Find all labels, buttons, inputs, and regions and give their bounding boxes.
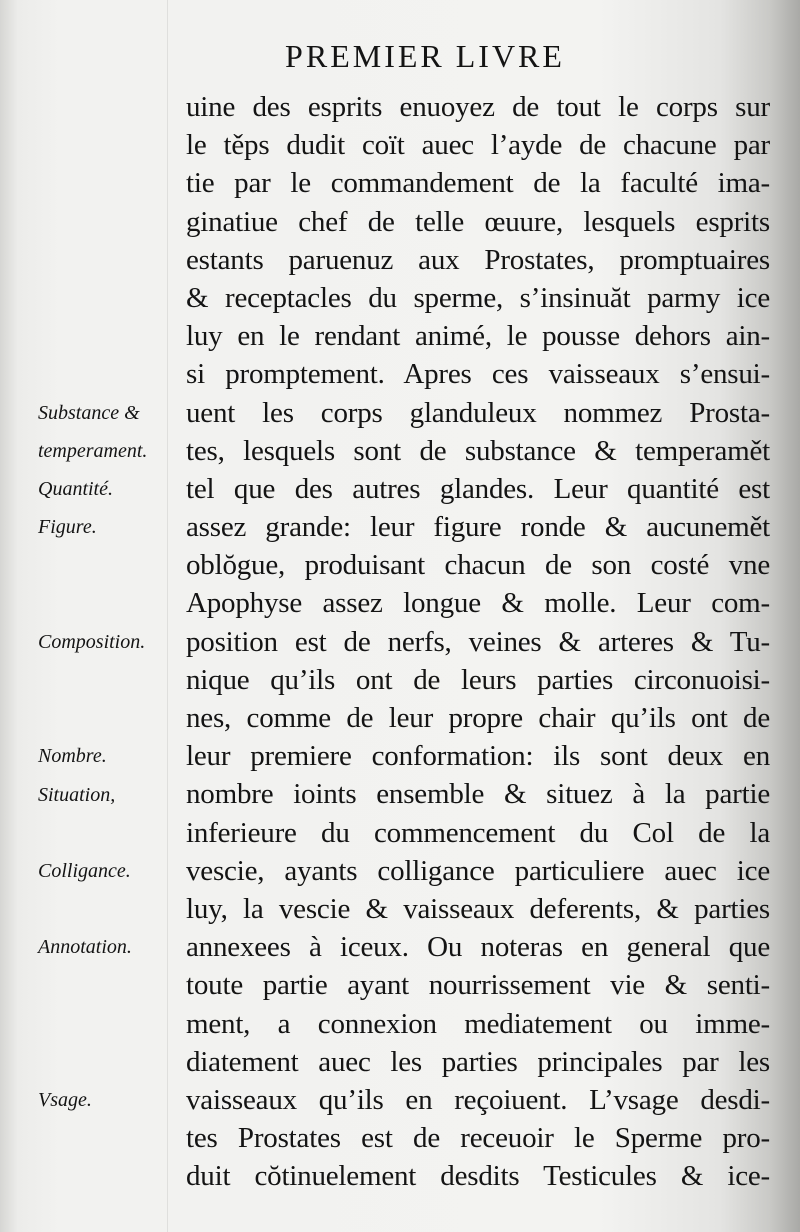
text-line: position est de nerfs, veines & arteres & Tu- [186,625,770,658]
margin-note: Nombre. [38,745,107,768]
margin-note: Vsage. [38,1089,92,1112]
margin-note: Composition. [38,630,146,653]
margin-notes [0,0,180,1232]
margin-note: Quantité. [38,478,113,500]
text-line: inferieure du commencement du Col de la [186,816,770,849]
text-line: uine des esprits enuoyez de tout le corps sur [186,91,770,123]
margin-note: Annotation. [38,936,132,959]
text-line: tes, lesquels sont de substance & temperamět [186,434,770,467]
text-line: toute partie ayant nourrissement vie & senti- [186,969,770,1002]
margin-note: Colligance. [38,860,131,882]
text-line: & receptacles du sperme, s’insinuăt parmy ice [186,281,770,314]
margin-note: temperament. [38,439,148,462]
text-line: nes, comme de leur propre chair qu’ils ont de [186,702,770,734]
text-line: tel que des autres glandes. Leur quantité est [186,472,770,505]
text-line: le těps dudit coït auec l’ayde de chacune par [186,129,770,162]
text-line: diatement auec les parties principales par les [186,1045,770,1078]
text-line: ment, a connexion mediatement ou imme- [186,1007,770,1040]
margin-note: Figure. [38,516,97,539]
text-line: nombre ioints ensemble & situez à la partie [186,778,770,811]
text-line: tes Prostates est de receuoir le Sperme pro- [186,1122,770,1155]
body-text [186,88,770,1195]
text-line: Apophyse assez longue & molle. Leur com- [186,587,770,620]
text-line: oblŏgue, produisant chacun de son costé vne [186,549,770,582]
text-line: si promptement. Apres ces vaisseaux s’ensui- [186,358,770,391]
margin-note: Substance & [38,401,140,424]
text-line: luy en le rendant animé, le pousse dehors ain- [186,320,770,353]
text-line: nique qu’ils ont de leurs parties circonuoisi- [186,663,770,696]
text-line: estants paruenuz aux Prostates, promptuaires [186,243,770,276]
margin-note: Situation, [38,783,116,806]
text-line: uent les corps glanduleux nommez Prosta- [186,396,770,429]
text-line: duit cŏtinuelement desdits Testicules & ice- [186,1160,770,1193]
text-line: ginatiue chef de telle œuure, lesquels esprits [186,205,770,238]
text-line: tie par le commandement de la faculté ima- [186,167,770,200]
text-line: vaisseaux qu’ils en reçoiuent. L’vsage desdi- [186,1083,770,1116]
text-line: leur premiere conformation: ils sont deux en [186,740,770,773]
text-line: luy, la vescie & vaisseaux deferents, & parties [186,892,770,925]
text-line: vescie, ayants colligance particuliere auec ice [186,854,770,887]
running-head: PREMIER LIVRE [285,38,565,74]
text-line: annexees à iceux. Ou noteras en general que [186,931,770,964]
text-line: assez grande: leur figure ronde & aucunemět [186,511,770,544]
